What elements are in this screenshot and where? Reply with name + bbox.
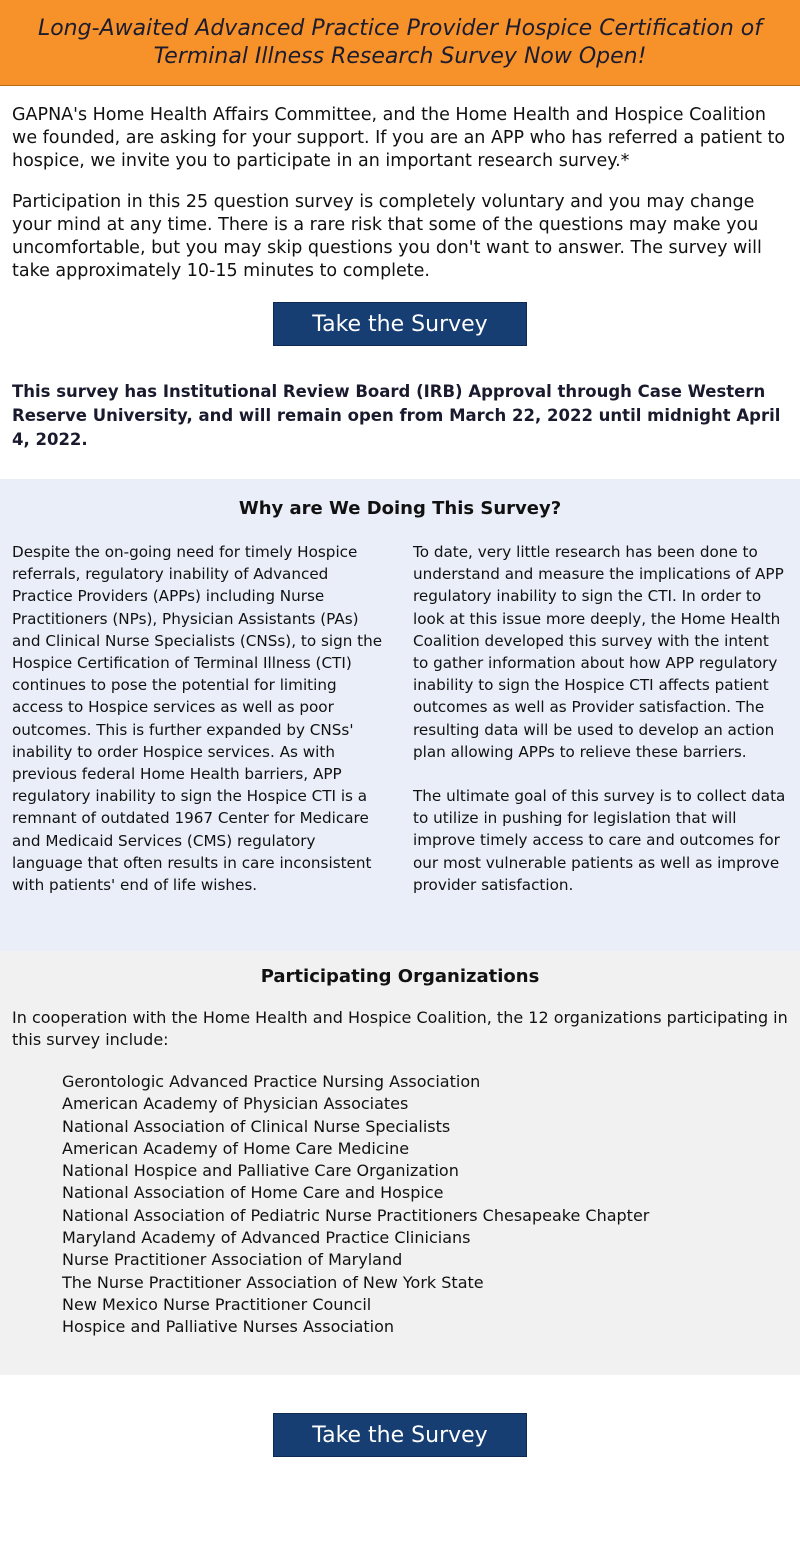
organization-item: Gerontologic Advanced Practice Nursing Association: [62, 1072, 481, 1091]
take-survey-button[interactable]: Take the Survey: [273, 302, 527, 346]
why-right-paragraph-1: To date, very little research has been done to understand and measure the implications of APP regulatory inability to sign the CTI. In order to look at this issue more deeply, the Home Health Coalition developed this survey with the intent to gather information about how APP regulatory inability to sign the Hospice CTI affects patient outcomes as well as Provider satisfaction. The resulting data will be used to develop an action plan allowing APPs to relieve these barriers.: [413, 543, 784, 761]
organization-item: National Association of Clinical Nurse Specialists: [62, 1116, 451, 1136]
organizations-heading: Participating Organizations: [260, 966, 540, 987]
intro-paragraph-1: GAPNA's Home Health Affairs Committee, and the Home Health and Hospice Coalition we founded, are asking for your support. If you are an APP who has referred a patient to hospice, we invite you to participate in an important research survey.*: [12, 105, 786, 171]
organization-item: National Association of Home Care and Hospice: [62, 1183, 444, 1203]
irb-notice: This survey has Institutional Review Board (IRB) Approval through Case Western Reserve University, and will remain open from March 22, 2022 until midnight April 4, 2022.: [12, 382, 781, 449]
why-section: [0, 479, 800, 951]
cta-row-top: [0, 302, 800, 346]
intro-paragraph-2: Participation in this 25 question survey is completely voluntary and you may change your mind at any time. There is a rare risk that some of the questions may make you uncomfortable, but you may skip questions you don't want to answer. The survey will take approximately 10-15 minutes to complete.: [12, 192, 762, 281]
organization-item: American Academy of Physician Associates: [62, 1094, 409, 1114]
organization-item: National Association of Pediatric Nurse Practitioners Chesapeake Chapter: [62, 1205, 650, 1225]
organization-item: Nurse Practitioner Association of Maryland: [62, 1250, 403, 1270]
cta-row-bottom: [0, 1413, 800, 1457]
why-left-paragraph: Despite the on-going need for timely Hospice referrals, regulatory inability of Advanced Practice Providers (APPs) including Nurse Practitioners (NPs), Physician Assistants (PAs) and Clinical Nurse Specialists (CNSs), to sign the Hospice Certification of Terminal Illness (CTI) continues to pose the potential for limiting access to Hospice services as well as poor outcomes. This is further expanded by CNSs' inability to order Hospice services. As with previous federal Home Health barriers, APP regulatory inability to sign the Hospice CTI is a remnant of outdated 1967 Center for Medicare and Medicaid Services (CMS) regulatory language that often results in care inconsistent with patients' end of life wishes.: [12, 543, 383, 895]
organization-item: Hospice and Palliative Nurses Association: [62, 1317, 395, 1337]
organization-item: Maryland Academy of Advanced Practice Clinicians: [62, 1228, 471, 1248]
intro-section: [0, 86, 800, 283]
why-right-column: [413, 541, 788, 918]
organizations-lead: In cooperation with the Home Health and Hospice Coalition, the 12 organizations participating in this survey include:: [12, 1008, 788, 1049]
header-banner: [0, 0, 800, 86]
why-right-paragraph-2: The ultimate goal of this survey is to collect data to utilize in pushing for legislation that will improve timely access to care and outcomes for our most vulnerable patients as well as improve provider satisfaction.: [413, 787, 786, 894]
why-columns: [12, 541, 788, 918]
organization-item: The Nurse Practitioner Association of New York State: [62, 1272, 484, 1292]
organization-item: National Hospice and Palliative Care Organization: [62, 1161, 459, 1181]
page-title: Long-Awaited Advanced Practice Provider Hospice Certification of Terminal Illness Research Survey Now Open!: [37, 15, 763, 69]
why-left-column: [12, 541, 387, 918]
organization-item: New Mexico Nurse Practitioner Council: [62, 1294, 372, 1314]
organization-item: American Academy of Home Care Medicine: [62, 1138, 410, 1158]
organizations-list: [62, 1071, 788, 1339]
organizations-section: [0, 951, 800, 1375]
why-heading: Why are We Doing This Survey?: [238, 498, 562, 519]
take-survey-button-bottom[interactable]: Take the Survey: [273, 1413, 527, 1457]
